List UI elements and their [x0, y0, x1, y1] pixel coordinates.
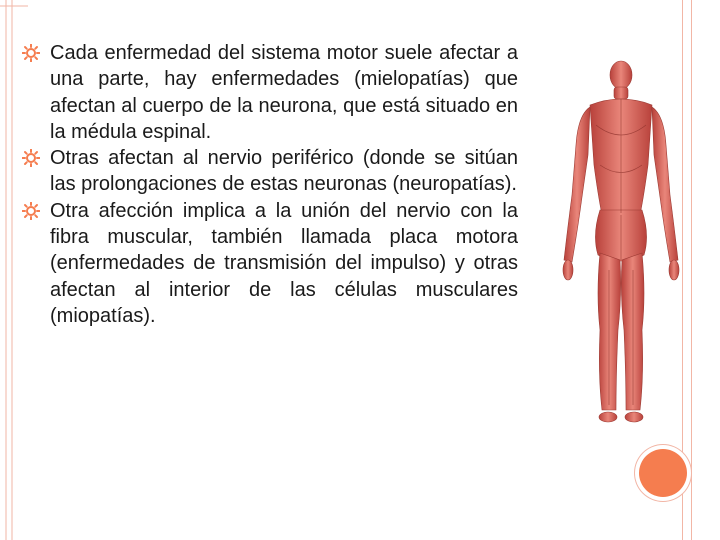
- bullet-text: Otra afección implica a la unión del nervio con la fibra muscular, también llamada placa motora (enfermedades de transmisión del impulso) y otras afectan al interior de las células musculares (miopatías).: [50, 199, 518, 327]
- muscular-system-figure: [560, 55, 682, 430]
- sun-icon: [22, 198, 44, 224]
- bullet-item: [20, 145, 518, 198]
- sun-icon: [22, 145, 44, 171]
- bullet-text: Otras afectan al nervio periférico (donde se sitúan las prolongaciones de estas neuronas (neuropatías).: [50, 147, 518, 196]
- sun-icon: [22, 40, 44, 66]
- bullet-text: Cada enfermedad del sistema motor suele afectar a una parte, hay enfermedades (mielopatías) que afectan al cuerpo de la neurona, que está situado en la médula espinal.: [50, 42, 518, 143]
- bullet-list: [20, 40, 518, 329]
- bullet-item: [20, 40, 518, 145]
- bullet-item: [20, 198, 518, 329]
- accent-circle-decoration: [639, 449, 687, 497]
- right-frame-decoration: [682, 0, 692, 540]
